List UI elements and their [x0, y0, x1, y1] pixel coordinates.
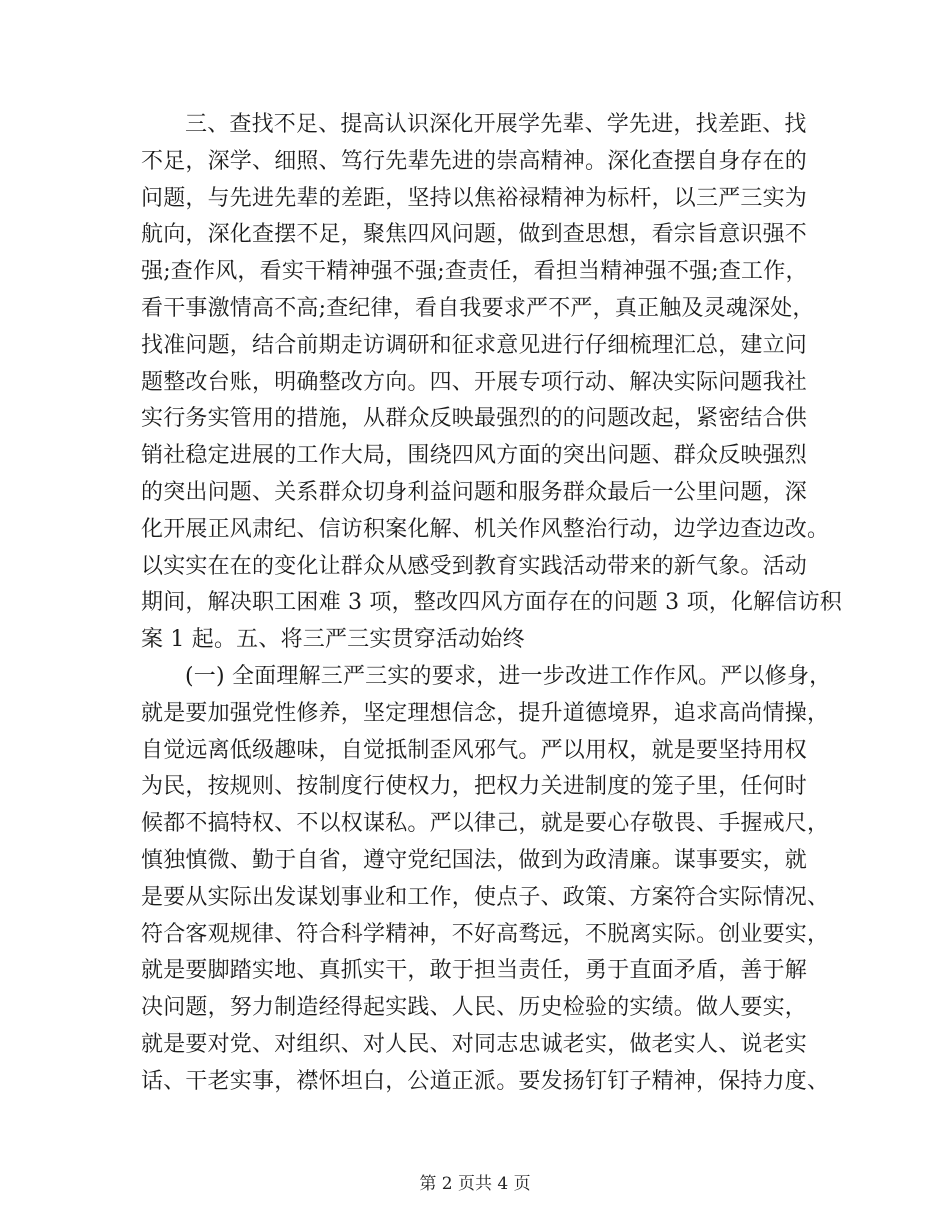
- text-line: 找准问题，结合前期走访调研和征求意见进行仔细梳理汇总，建立问: [141, 332, 808, 358]
- text-line: 慎独慎微、勤于自省，遵守党纪国法，做到为政清廉。谋事要实，就: [141, 847, 808, 873]
- text-line: 题整改台账，明确整改方向。四、开展专项行动、解决实际问题我社: [141, 369, 808, 395]
- text-line: 看干事激情高不高;查纪律，看自我要求严不严，真正触及灵魂深处，: [141, 295, 815, 321]
- text-line: 航向，深化查摆不足，聚焦四风问题，做到查思想，看宗旨意识强不: [141, 222, 808, 248]
- body-text: [141, 107, 842, 1101]
- text-line: 期间，解决职工困难 3 项，整改四风方面存在的问题 3 项，化解信访积: [141, 590, 842, 616]
- text-line: 化开展正风肃纪、信访积案化解、机关作风整治行动，边学边查边改。: [141, 516, 830, 542]
- text-line: 就是要脚踏实地、真抓实干，敢于担当责任，勇于直面矛盾，善于解: [141, 958, 808, 984]
- text-line: 强;查作风，看实干精神强不强;查责任，看担当精神强不强;查工作，: [141, 259, 808, 285]
- text-line: 是要从实际出发谋划事业和工作，使点子、政策、方案符合实际情况、: [141, 884, 830, 910]
- text-line: 销社稳定进展的工作大局，围绕四风方面的突出问题、群众反映强烈: [141, 443, 808, 469]
- text-line: 候都不搞特权、不以权谋私。严以律己，就是要心存敬畏、手握戒尺，: [141, 811, 830, 837]
- text-line: 的突出问题、关系群众切身利益问题和服务群众最后一公里问题，深: [141, 479, 808, 505]
- text-line: 就是要对党、对组织、对人民、对同志忠诚老实，做老实人、说老实: [141, 1031, 808, 1057]
- text-line: 以实实在在的变化让群众从感受到教育实践活动带来的新气象。活动: [141, 553, 808, 579]
- page-number-footer: 第 2 页共 4 页: [419, 1174, 531, 1194]
- text-line: 三、查找不足、提高认识深化开展学先辈、学先进，找差距、找: [185, 112, 807, 137]
- text-line: 不足，深学、细照、笃行先辈先进的崇高精神。深化查摆自身存在的: [141, 148, 808, 174]
- text-line: 话、干老实事，襟怀坦白，公道正派。要发扬钉钉子精神，保持力度、: [141, 1068, 830, 1094]
- text-line: (一) 全面理解三严三实的要求，进一步改进工作作风。严以修身，: [185, 663, 832, 689]
- text-line: 决问题，努力制造经得起实践、人民、历史检验的实绩。做人要实，: [141, 995, 808, 1021]
- text-line: 实行务实管用的措施，从群众反映最强烈的的问题改起，紧密结合供: [141, 406, 808, 432]
- text-line: 问题，与先进先辈的差距，坚持以焦裕禄精神为标杆，以三严三实为: [141, 185, 808, 211]
- text-line: 自觉远离低级趣味，自觉抵制歪风邪气。严以用权，就是要坚持用权: [141, 737, 808, 763]
- text-line: 为民，按规则、按制度行使权力，把权力关进制度的笼子里，任何时: [141, 774, 808, 800]
- text-line: 就是要加强党性修养，坚定理想信念，提升道德境界，追求高尚情操，: [141, 700, 830, 726]
- text-line: 符合客观规律、符合科学精神，不好高骛远，不脱离实际。创业要实，: [141, 921, 830, 947]
- text-line: 案 1 起。五、将三严三实贯穿活动始终: [141, 627, 525, 653]
